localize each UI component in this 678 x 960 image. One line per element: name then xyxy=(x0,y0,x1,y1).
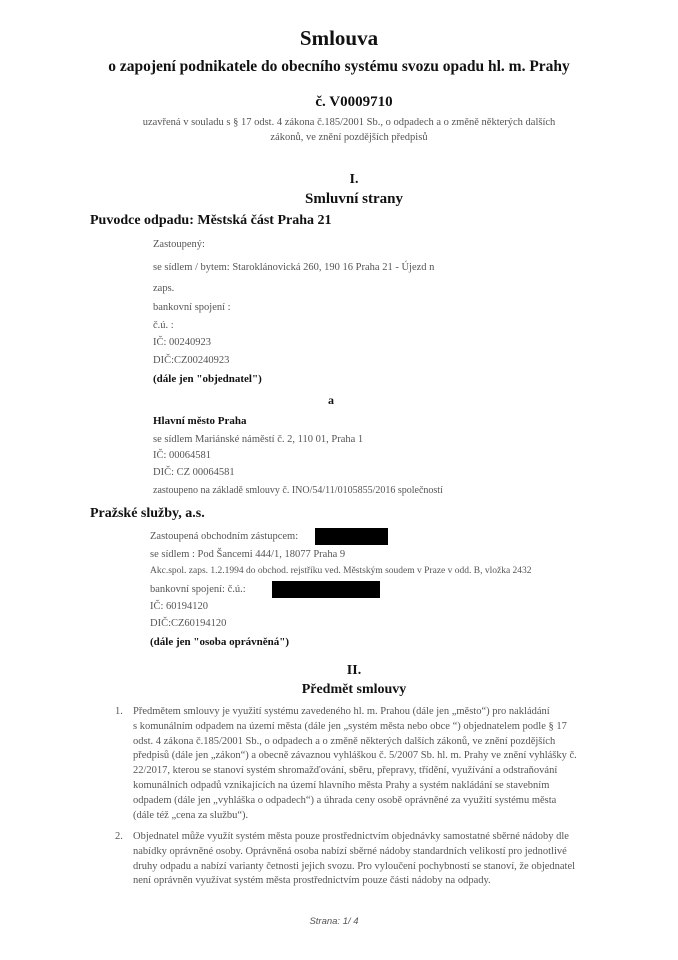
document-subtitle: o zapojení podnikatele do obecního systému svozu opadu hl. m. Prahy xyxy=(108,58,570,75)
party-line: bankovní spojení : xyxy=(153,302,231,313)
clause-number: 2. xyxy=(115,831,123,842)
party-address: se sídlem : Pod Šancemi 444/1, 18077 Praha 9 xyxy=(150,549,346,560)
section-title: Smluvní strany xyxy=(305,191,403,207)
clause-line: 22/2017, kterou se stanoví systém shromažďování, sběru, přepravy, třídění, využívání a odstraňování xyxy=(133,765,558,777)
redaction-box xyxy=(272,581,380,598)
party-line: zaps. xyxy=(153,283,175,294)
party-line: se sídlem / bytem: Staroklánovická 260, 190 16 Praha 21 - Újezd n xyxy=(153,262,435,273)
party-line: DIČ: CZ 00064581 xyxy=(153,467,235,478)
party-heading: Pražské služby, a.s. xyxy=(90,506,205,521)
clause-line: není oprávněn využívat systém města prostřednictvím pouze části nádoby na odpady. xyxy=(133,875,491,887)
party-bank: bankovní spojení: č.ú.: xyxy=(150,584,246,595)
party-line: Zastoupený: xyxy=(153,239,205,250)
section-number: I. xyxy=(349,172,359,187)
clause-number: 1. xyxy=(115,706,123,717)
document-title: Smlouva xyxy=(299,26,379,50)
conjunction: a xyxy=(328,393,334,407)
section-title: Předmět smlouvy xyxy=(301,682,407,697)
party-line: DIČ:CZ00240923 xyxy=(153,355,230,366)
clause-line: odst. 4 zákona č.185/2001 Sb., o odpadech a o změně některých dalších zákonů, ve znění pozdějších xyxy=(133,735,556,747)
clause-line: odpadem (dále jen „vyhláška o odpadech“) a úhrada ceny osobě oprávněné za využití systému města xyxy=(133,794,557,806)
party-line: IČ: 00240923 xyxy=(153,337,212,348)
page-footer: Strana: 1/ 4 xyxy=(309,916,359,927)
party-line: IČ: 00064581 xyxy=(153,450,212,461)
party-line: č.ú. : xyxy=(153,320,174,331)
clause-line: Objednatel může využít systém města pouze prostřednictvím objednávky samostatné sběrné nádoby dle xyxy=(133,831,569,842)
clause-line: s komunálním odpadem na území města (dále jen „systém města nebo obce “) objednatelem podle § 17 xyxy=(133,720,567,732)
clause-line: předpisů (dále jen „zákon“) a obecně závaznou vyhláškou č. 5/2007 Sb. hl. m. Prahy ve znění vyhlášky č. xyxy=(133,750,577,762)
contract-number: č. V0009710 xyxy=(315,94,393,110)
legal-basis-line: uzavřená v souladu s § 17 odst. 4 zákona č.185/2001 Sb., o odpadech a o změně některých dalších xyxy=(142,117,556,128)
legal-basis-line: zákonů, ve znění pozdějších předpisů xyxy=(270,132,428,143)
party-heading: Puvodce odpadu: Městská část Praha 21 xyxy=(90,213,332,228)
party-heading: Hlavní město Praha xyxy=(153,415,247,427)
party-ic: IČ: 60194120 xyxy=(150,601,209,612)
clause-line: komunálních odpadů vznikajících na území hlavního města Prahy a systém nakládání se stavebním xyxy=(133,780,550,791)
clause-line: nabídky oprávněné osoby. Oprávněná osoba nabízí sběrné nádoby standardních velikostí pro jednotlivé xyxy=(133,845,567,857)
party-dic: DIČ:CZ60194120 xyxy=(150,618,227,629)
party-line: se sídlem Mariánské náměstí č. 2, 110 01, Praha 1 xyxy=(153,434,364,445)
clause-line: Předmětem smlouvy je využití systému zavedeného hl. m. Prahou (dále jen „město“) pro nakládání xyxy=(133,706,550,717)
party-representative: Zastoupená obchodním zástupcem: xyxy=(150,531,299,542)
party-register: Akc.spol. zaps. 1.2.1994 do obchod. rejstříku ved. Městským soudem v Praze v odd. B, vložka 2432 xyxy=(150,566,532,576)
party-line: zastoupeno na základě smlouvy č. INO/54/11/0105855/2016 společností xyxy=(153,485,443,496)
clause-line: (dále též „cena za službu“). xyxy=(133,809,249,821)
section-number: II. xyxy=(346,663,362,678)
party-alias: (dále jen "objednatel") xyxy=(153,373,262,385)
redaction-box xyxy=(315,528,388,545)
party-alias: (dále jen "osoba oprávněná") xyxy=(150,636,290,648)
clause-line: druhy odpadu a nabízí varianty četnosti jejich svozu. Pro vyloučení pochybností se stanoví, že objednatel xyxy=(133,860,576,872)
